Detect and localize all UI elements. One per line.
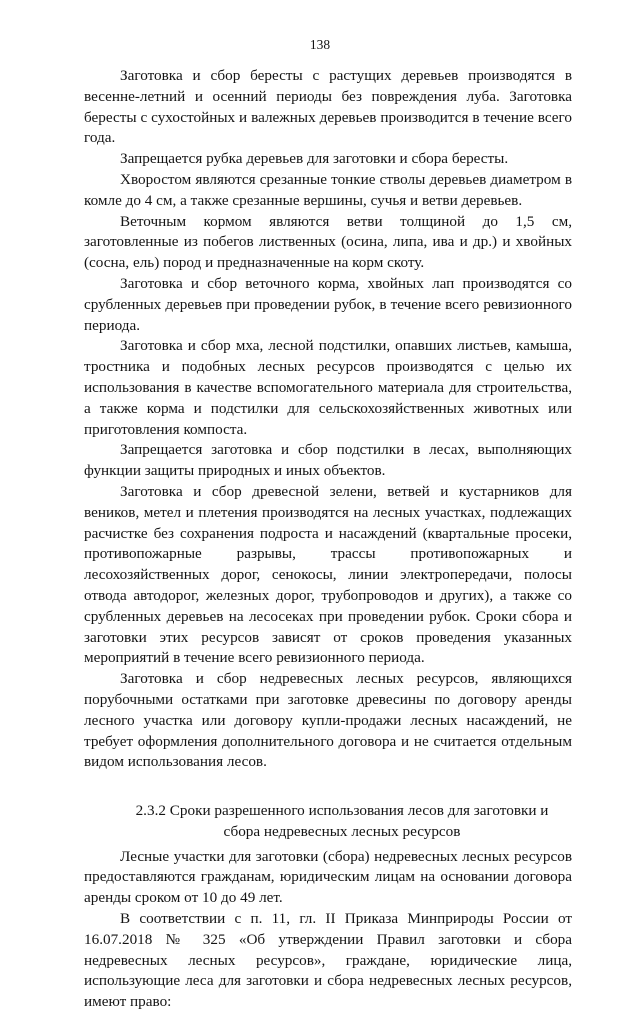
paragraph-moss-litter-harvest: Заготовка и сбор мха, лесной подстилки, опавших листьев, камыша, тростника и подобных лесных ресурсов производятся с целью их использования в качестве вспомогательного материала для строительства, а также корма и подстилки для сельскохозяйственных животных или приготовления компоста. [84,337,572,438]
document-body [84,66,572,1013]
paragraph-logging-residue: Заготовка и сбор недревесных лесных ресурсов, являющихся порубочными остатками при заготовке древесины по договору аренды лесного участка или договору купли-продажи лесных насаждений, не требует оформления дополнительного договора и не считается отдельным видом использования лесов. [84,670,572,771]
paragraph-branch-fodder-definition: Веточным кормом являются ветви толщиной до 1,5 см, заготовленные из побегов лиственных (осина, липа, ива и др.) и хвойных (сосна, ель) пород и предназначенные на корм скоту. [84,212,572,272]
paragraph-branch-fodder-harvest: Заготовка и сбор веточного корма, хвойных лап производятся со срубленных деревьев при проведении рубок, в течение всего ревизионного периода. [84,274,572,334]
paragraph-birch-bark-prohibition: Запрещается рубка деревьев для заготовки и сбора бересты. [120,150,509,168]
paragraph-birch-bark-harvest: Заготовка и сбор бересты с растущих деревьев производятся в весенне-летний и осенний периоды без повреждения луба. Заготовка бересты с сухостойных и валежных деревьев производится в течение всего года. [84,67,572,147]
paragraph-greenery-brooms-harvest: Заготовка и сбор древесной зелени, ветвей и кустарников для веников, метел и плетения производятся на лесных участках, подлежащих расчистке без сохранения подроста и насаждений (квартальные просеки, противопожарные разрывы, трассы противопожарных и лесохозяйственных дорог, сенокосы, линии электропередачи, полосы отвода автодорог, железных дорог, трубопроводов и других), а также со срубленных деревьев на лесосеках при проведении рубок. Сроки сбора и заготовки этих ресурсов зависят от сроков проведения указанных мероприятий в течение всего ревизионного периода. [84,482,572,667]
paragraph-lease-terms: Лесные участки для заготовки (сбора) недревесных лесных ресурсов предоставляются гражданам, юридическим лицам на основании договора аренды сроком от 10 до 49 лет. [84,847,572,907]
section-title: 2.3.2 Сроки разрешенного использования лесов для заготовки и сбора недревесных лесных ресурсов [135,802,549,840]
paragraph-order-reference: В соответствии с п. 11, гл. II Приказа Минприроды России от 16.07.2018 № 325 «Об утверждении Правил заготовки и сбора недревесных лесных ресурсов», граждане, юридические лица, использующие леса для заготовки и сбора недревесных лесных ресурсов, имеют право: [84,910,572,1011]
page-number: 138 [309,37,331,52]
paragraph-brushwood-definition: Хворостом являются срезанные тонкие стволы деревьев диаметром в комле до 4 см, а также срезанные вершины, сучья и ветви деревьев. [84,170,572,209]
paragraph-litter-prohibition: Запрещается заготовка и сбор подстилки в лесах, выполняющих функции защиты природных и иных объектов. [84,441,572,480]
